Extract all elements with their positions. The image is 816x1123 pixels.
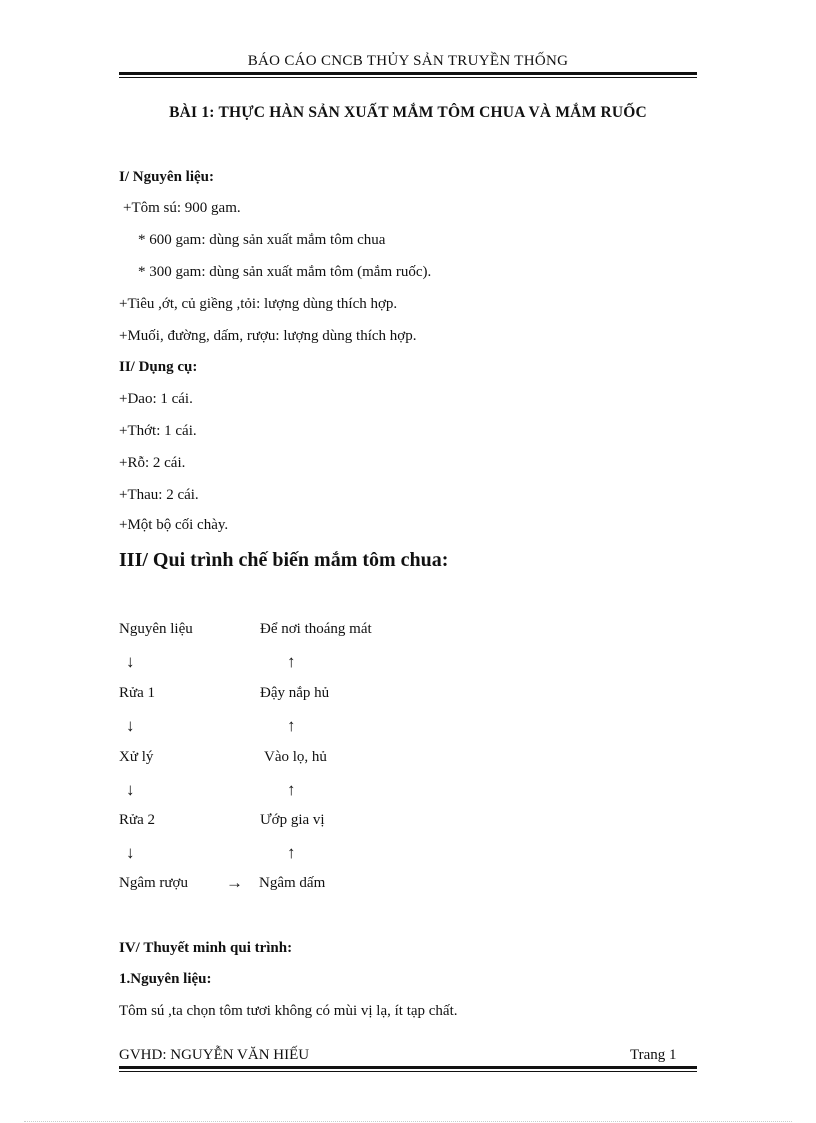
section-2-heading: II/ Dụng cụ: — [119, 359, 198, 375]
section-4-text: Tôm sú ,ta chọn tôm tươi không có mùi vị lạ, ít tạp chất. — [119, 1003, 458, 1019]
footer-rule — [119, 1066, 697, 1072]
section-1-heading: I/ Nguyên liệu: — [119, 169, 215, 185]
section-1-line: +Muối, đường, dấm, rượu: lượng dùng thích hợp. — [119, 328, 417, 344]
flow-step-right: Đậy nắp hủ — [260, 685, 330, 701]
page-header-title: BÁO CÁO CNCB THỦY SẢN TRUYỀN THỐNG — [247, 53, 569, 69]
flow-step-right: Vào lọ, hủ — [264, 749, 327, 765]
up-arrow-icon: ↑ — [287, 780, 296, 799]
down-arrow-icon: ↓ — [126, 780, 135, 799]
section-2-line: +Rỗ: 2 cái. — [119, 455, 186, 471]
down-arrow-icon: ↓ — [126, 843, 135, 862]
flow-step-right: Ngâm dấm — [259, 875, 326, 891]
section-2-line: +Thau: 2 cái. — [119, 487, 199, 503]
flow-step-left: Rửa 2 — [119, 812, 156, 828]
flow-step-left: Nguyên liệu — [119, 621, 193, 637]
down-arrow-icon: ↓ — [126, 716, 135, 735]
section-1-line: * 600 gam: dùng sản xuất mắm tôm chua — [138, 232, 386, 248]
right-arrow-icon: → — [226, 873, 243, 892]
section-4-subheading: 1.Nguyên liệu: — [119, 971, 212, 987]
flow-step-left: Xử lý — [119, 749, 154, 765]
up-arrow-icon: ↑ — [287, 843, 296, 862]
footer-instructor: GVHD: NGUYỄN VĂN HIẾU — [119, 1047, 310, 1063]
section-4-heading: IV/ Thuyết minh qui trình: — [119, 940, 293, 956]
section-2-line: +Một bộ cối chày. — [119, 517, 229, 533]
header-rule — [119, 72, 697, 78]
section-2-line: +Thớt: 1 cái. — [119, 423, 197, 439]
flow-step-left: Ngâm rượu — [119, 875, 188, 891]
up-arrow-icon: ↑ — [287, 652, 296, 671]
flow-step-right: Để nơi thoáng mát — [260, 621, 372, 637]
flow-step-right: Ướp gia vị — [260, 812, 325, 828]
down-arrow-icon: ↓ — [126, 652, 135, 671]
page-edge-divider — [24, 1121, 792, 1122]
flow-step-left: Rửa 1 — [119, 685, 156, 701]
section-1-line: +Tiêu ,ớt, củ giềng ,tỏi: lượng dùng thích hợp. — [119, 296, 398, 312]
section-2-line: +Dao: 1 cái. — [119, 391, 193, 407]
section-1-line: +Tôm sú: 900 gam. — [123, 200, 241, 216]
up-arrow-icon: ↑ — [287, 716, 296, 735]
page-number: Trang 1 — [630, 1047, 677, 1063]
section-1-line: * 300 gam: dùng sản xuất mắm tôm (mắm ruốc). — [138, 264, 432, 280]
section-3-heading: III/ Qui trình chế biến mắm tôm chua: — [119, 549, 449, 571]
document-title: BÀI 1: THỰC HÀN SẢN XUẤT MẮM TÔM CHUA VÀ MẮM RUỐC — [169, 104, 647, 121]
